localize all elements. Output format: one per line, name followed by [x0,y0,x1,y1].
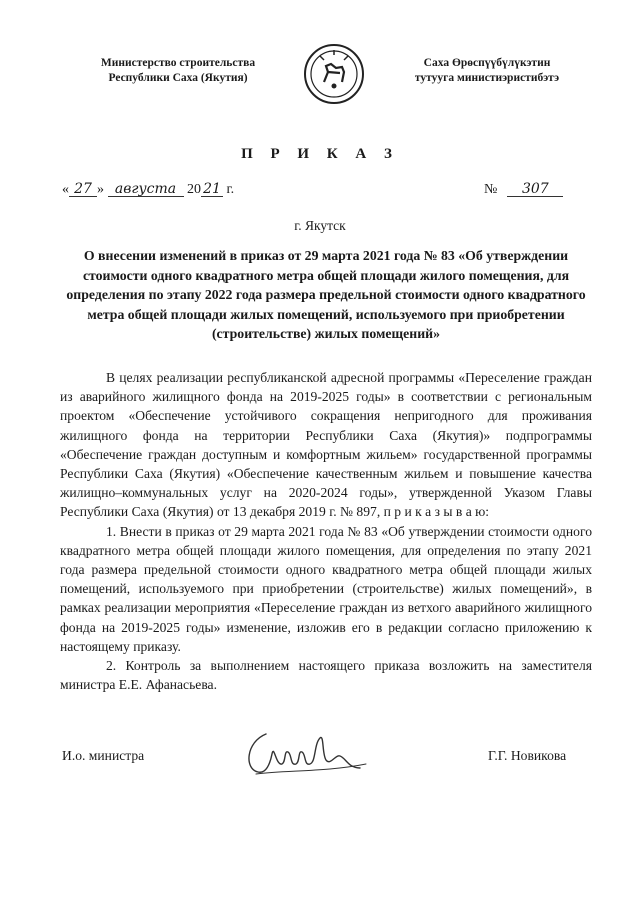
date-open-quote: « [62,182,69,197]
order-body [60,368,592,694]
preamble-paragraph: В целях реализации республиканской адресной программы «Переселение граждан из аварийного жилищного фонда на 2019-2025 годы» в соответствии с региональным проектом «Обеспечение устойчивого сокращения непригодного для проживания жилищного фонда на территории Республики Саха (Якутия)» подпрограммы «Обеспечение граждан доступным и комфортным жильем» государственной программы Республики Саха (Якутия) «Обеспечение качественным жильем и повышение качества жилищно–коммунальных услуг на 2020-2024 годы», утвержденной Указом Главы Республики Саха (Якутия) от 13 декабря 2019 г. № 897, п р и к а з ы в а ю: [60,370,592,520]
handwritten-signature-icon [236,724,376,784]
signer-name: Г.Г. Новикова [488,748,567,763]
ministry-name-yakut-line2: тутууга министиэристибэтэ [414,72,560,84]
ministry-name-yakut-line1: Саха Өрөспүүбүлүкэтин [423,57,551,69]
city-line: г. Якутск [294,218,346,233]
ministry-name-yakut [392,56,582,86]
order-item-1: 1. Внести в приказ от 29 марта 2021 года № 83 «Об утверждении стоимости одного квадратного метра общей площади жилого помещения, для определения по этапу 2021 года размера предельной стоимости одного квадратного метра общей площади жилых помещений, используемого при приобретении (строительстве) жилых помещений», в рамках реализации мероприятия «Переселение граждан из ветхого аварийного жилищного фонда на 2019-2025 годы» изменение, изложив его в редакции согласно приложению к настоящему приказу. [60,523,592,654]
number-label: № [484,182,498,197]
date-year-prefix: 20 [187,182,201,197]
date-year-unit: г. [226,182,235,197]
ministry-name-russian [78,56,278,86]
document-type-heading: П Р И К А З [241,146,399,162]
signer-position: И.о. министра [62,748,145,763]
order-date [62,182,234,198]
date-close-quote: » [97,182,104,197]
date-year-suffix: 21 [201,182,223,197]
coat-of-arms-emblem-icon [302,42,366,106]
order-number [484,182,563,198]
ministry-name-russian-line1: Министерство строительства [100,57,256,69]
date-month: августа [108,182,184,197]
order-title: О внесении изменений в приказ от 29 марта 2021 года № 83 «Об утверждении стоимости одного квадратного метра общей площади жилого помещения, для определения по этапу 2022 года размера предельной стоимости одного квадратного метра общей площади жилых помещений, используемого при приобретении (строительстве) жилых помещений» [66,248,586,341]
number-value: 307 [507,182,563,197]
order-item-2: 2. Контроль за выполнением настоящего приказа возложить на заместителя министра Е.Е. Афанасьева. [60,658,592,693]
date-day: 27 [69,182,97,197]
ministry-name-russian-line2: Республики Саха (Якутия) [108,72,248,84]
